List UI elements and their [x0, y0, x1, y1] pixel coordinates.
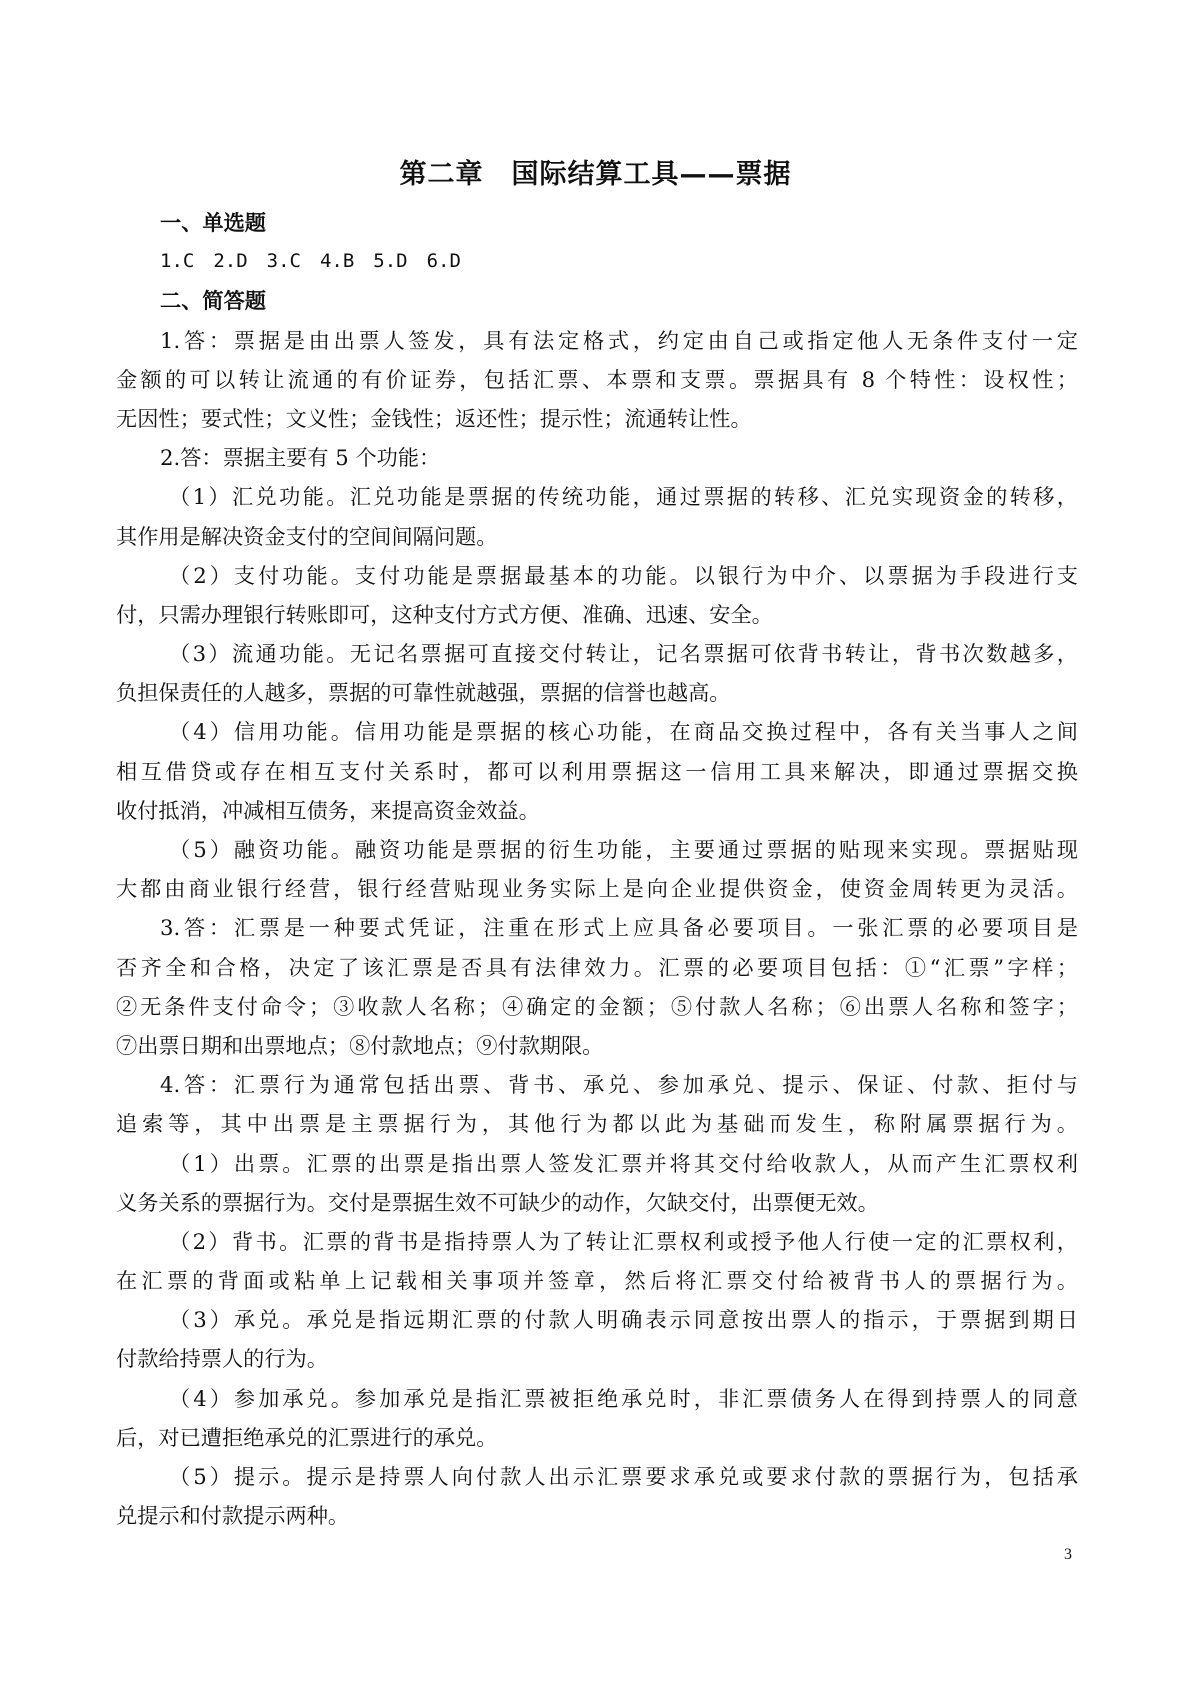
section-heading: 二、简答题: [160, 288, 266, 314]
section-heading: 一、单选题: [160, 210, 266, 235]
text-line: 1.答：票据是由出票人签发，具有法定格式，约定由自己或指定他人无条件支付一定: [160, 327, 1078, 353]
text-line: （1）出票。汇票的出票是指出票人签发汇票并将其交付给收款人，从而产生汇票权利: [169, 1150, 1078, 1176]
text-line: ②无条件支付命令；③收款人名称；④确定的金额；⑤付款人名称；⑥出票人名称和签字；: [116, 993, 1078, 1019]
text-line: （4）参加承兑。参加承兑是指汇票被拒绝承兑时，非汇票债务人在得到持票人的同意: [169, 1385, 1078, 1411]
text-line: 大都由商业银行经营，银行经营贴现业务实际上是向企业提供资金，使资金周转更为灵活。: [116, 876, 1078, 902]
text-line: 4.答：汇票行为通常包括出票、背书、承兑、参加承兑、提示、保证、付款、拒付与: [160, 1072, 1078, 1098]
text-line: （3）承兑。承兑是指远期汇票的付款人明确表示同意按出票人的指示，于票据到期日: [169, 1307, 1078, 1333]
text-line: 2.答：票据主要有 5 个功能：: [160, 445, 441, 471]
text-line: 否齐全和合格，决定了该汇票是否具有法律效力。汇票的必要项目包括：①“汇票”字样；: [116, 954, 1078, 980]
text-line: （2）支付功能。支付功能是票据最基本的功能。以银行为中介、以票据为手段进行支: [169, 562, 1078, 588]
text-line: 金额的可以转让流通的有价证券，包括汇票、本票和支票。票据具有 8 个特性：设权性；: [116, 366, 1078, 392]
text-line: 兑提示和付款提示两种。: [116, 1503, 350, 1529]
text-line: 负担保责任的人越多，票据的可靠性就越强，票据的信誉也越高。: [116, 680, 731, 706]
text-line: 3.答：汇票是一种要式凭证，注重在形式上应具备必要项目。一张汇票的必要项目是: [160, 915, 1078, 941]
text-line: 其作用是解决资金支付的空间间隔问题。: [116, 523, 498, 549]
text-line: （5）提示。提示是持票人向付款人出示汇票要求承兑或要求付款的票据行为，包括承: [169, 1464, 1078, 1489]
text-line: 在汇票的背面或粘单上记载相关事项并签章，然后将汇票交付给被背书人的票据行为。: [116, 1268, 1078, 1294]
text-line: （2）背书。汇票的背书是指持票人为了转让汇票权利或授予他人行使一定的汇票权利，: [169, 1228, 1078, 1254]
text-line: 后，对已遭拒绝承兑的汇票进行的承兑。: [116, 1424, 498, 1450]
document-body: [116, 203, 1078, 1535]
page-number: 3: [1064, 1546, 1072, 1563]
text-line: （1）汇兑功能。汇兑功能是票据的传统功能，通过票据的转移、汇兑实现资金的转移，: [169, 484, 1078, 510]
text-line: 付款给持票人的行为。: [116, 1346, 328, 1372]
text-line: 1.C 2.D 3.C 4.B 5.D 6.D: [160, 250, 461, 273]
text-line: 付，只需办理银行转账即可，这种支付方式方便、准确、迅速、安全。: [116, 601, 773, 627]
text-line: （4）信用功能。信用功能是票据的核心功能，在商品交换过程中，各有关当事人之间: [169, 719, 1078, 745]
text-line: 义务关系的票据行为。交付是票据生效不可缺少的动作，欠缺交付，出票便无效。: [116, 1189, 879, 1215]
text-line: 相互借贷或存在相互支付关系时，都可以利用票据这一信用工具来解决，即通过票据交换: [116, 758, 1078, 784]
text-line: ⑦出票日期和出票地点；⑧付款地点；⑨付款期限。: [116, 1032, 604, 1058]
chapter-title: 第二章 国际结算工具——票据: [399, 159, 792, 190]
text-line: （5）融资功能。融资功能是票据的衍生功能，主要通过票据的贴现来实现。票据贴现: [169, 837, 1078, 862]
text-line: 追索等，其中出票是主票据行为，其他行为都以此为基础而发生，称附属票据行为。: [116, 1111, 1078, 1137]
text-line: 无因性；要式性；文义性；金钱性；返还性；提示性；流通转让性。: [116, 405, 752, 431]
text-line: （3）流通功能。无记名票据可直接交付转让，记名票据可依背书转让，背书次数越多，: [169, 641, 1078, 667]
text-line: 收付抵消，冲减相互债务，来提高资金效益。: [116, 797, 540, 823]
